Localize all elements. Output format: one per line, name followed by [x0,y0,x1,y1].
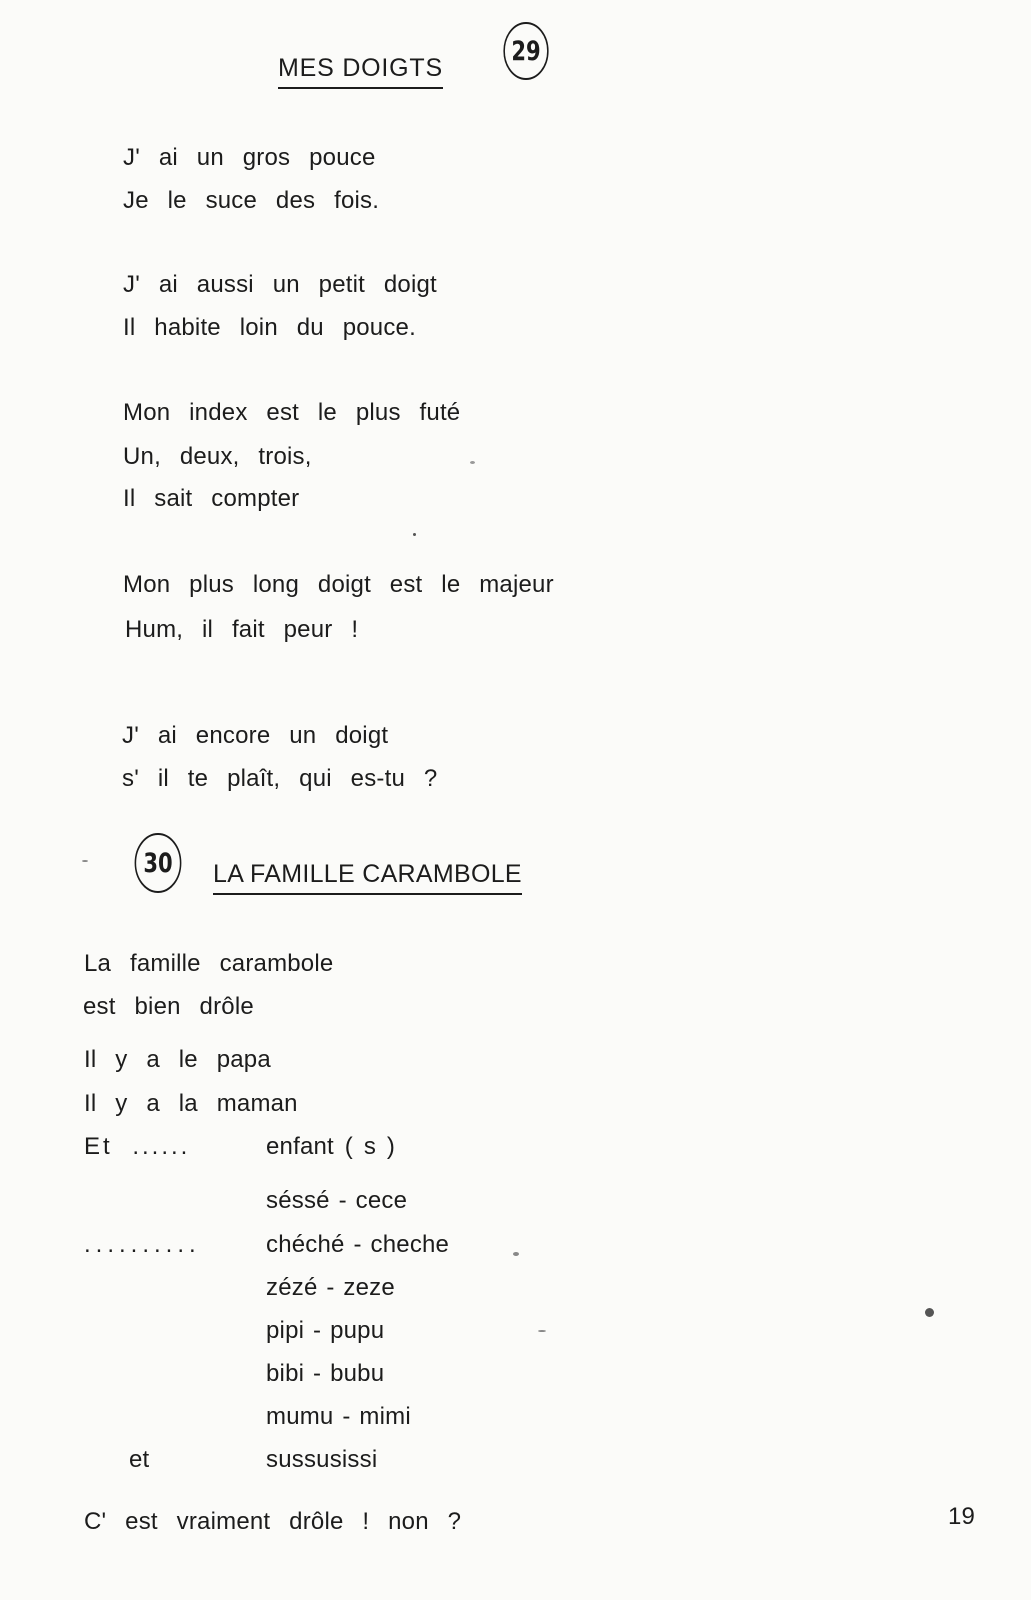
poem-29-line-10: J' ai encore un doigt [122,722,389,749]
poem-29-line-8: Mon plus long doigt est le majeur [123,571,554,598]
names-line-5: bibi - bubu [266,1360,385,1387]
poem-30-line-3: Il y a le papa [84,1046,271,1073]
poem-29-line-11: s' il te plaît, qui es-tu ? [122,765,438,792]
poem-30-line-4: Il y a la maman [84,1090,298,1117]
poem-29-line-5: Mon index est le plus futé [123,399,461,426]
names-line-1: séssé - cece [266,1187,408,1214]
poem-29-number: 29 [511,35,541,67]
et-label: Et ...... [84,1133,191,1160]
poem-30-title: LA FAMILLE CARAMBOLE [213,860,522,895]
poem-29-line-1: J' ai un gros pouce [123,144,376,171]
poem-29-line-7: Il sait compter [123,485,300,512]
scan-speck [513,1252,519,1256]
poem-30-number-badge [135,833,182,893]
poem-29-line-4: Il habite loin du pouce. [123,314,416,341]
poem-30-line-2: est bien drôle [83,993,254,1020]
poem-29-line-6: Un, deux, trois, [123,443,312,470]
closing-line: C' est vraiment drôle ! non ? [84,1508,462,1535]
scan-speck [925,1308,934,1317]
poem-29-line-9: Hum, il fait peur ! [125,616,359,643]
final-et-label: et [129,1446,150,1473]
final-name: sussusissi [266,1446,378,1473]
page-number: 19 [948,1503,976,1530]
poem-30-number: 30 [143,847,173,879]
scan-speck [413,533,416,536]
poem-29-line-3: J' ai aussi un petit doigt [123,271,437,298]
names-line-3: zézé - zeze [266,1274,395,1301]
poem-29-line-2: Je le suce des fois. [123,187,380,214]
poem-29-title: MES DOIGTS [278,54,443,89]
scan-speck [82,860,88,862]
enfants-label: enfant ( s ) [266,1133,396,1160]
scan-speck [538,1330,546,1332]
dots-label: .......... [84,1231,201,1258]
names-line-6: mumu - mimi [266,1403,411,1430]
scan-speck [470,461,475,464]
poem-30-line-1: La famille carambole [84,950,334,977]
names-line-4: pipi - pupu [266,1317,385,1344]
names-line-2: chéché - cheche [266,1231,450,1258]
poem-29-number-badge [503,22,548,80]
